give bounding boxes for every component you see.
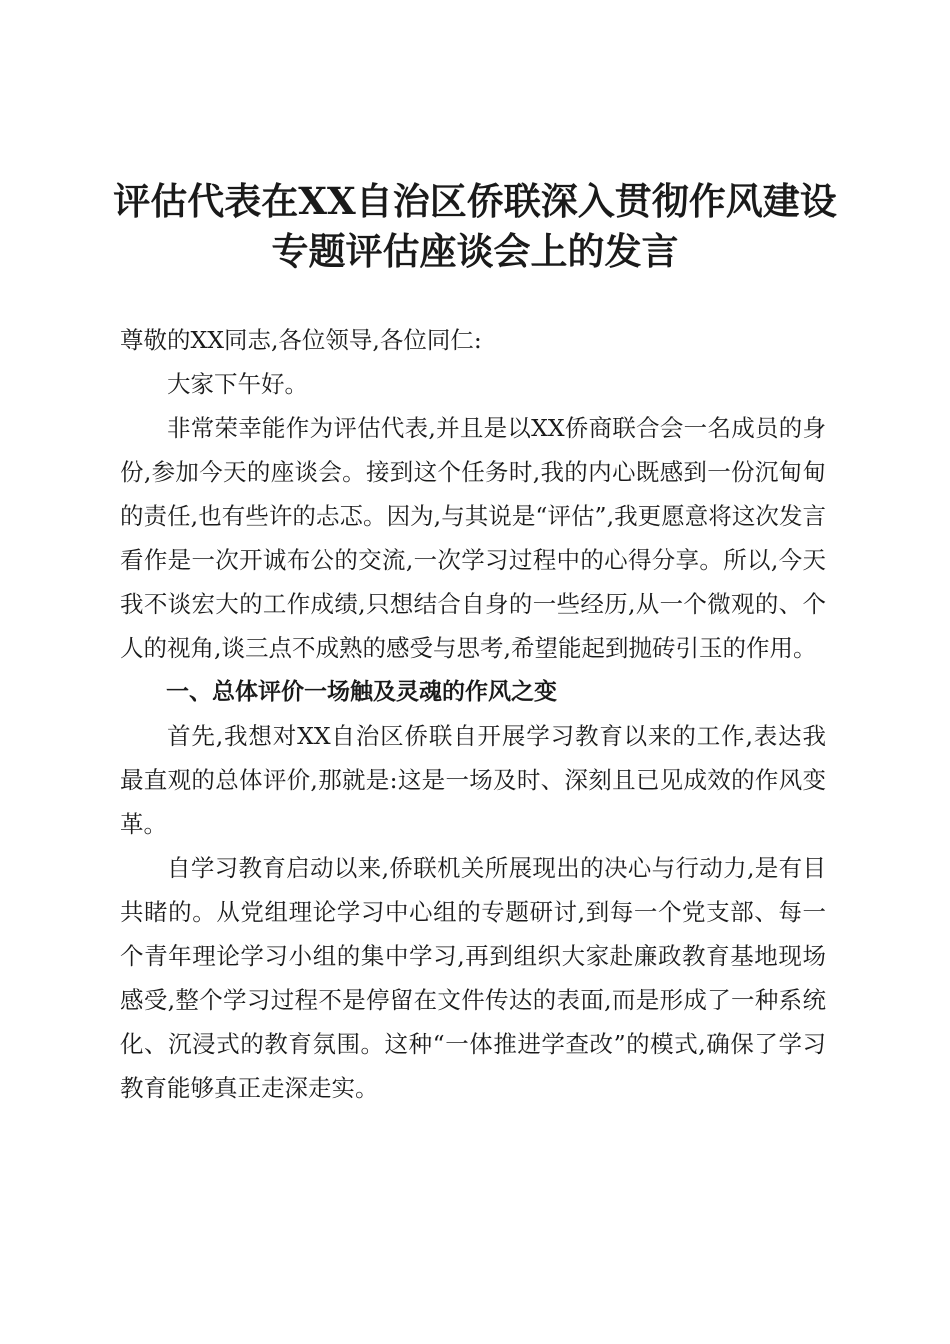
- page-title: [100, 176, 850, 276]
- greeting: 大家下午好。: [167, 370, 308, 398]
- document-body: [120, 318, 826, 1110]
- section-1-heading: 一、总体评价一场触及灵魂的作风之变: [166, 679, 557, 705]
- title-line-1: 评估代表在XX自治区侨联深入贯彻作风建设: [113, 179, 837, 223]
- section-1-paragraph-2: 自学习教育启动以来,侨联机关所展现出的决心与行动力,是有目共睹的。从党组理论学习中心组的专题研讨,到每一个党支部、每一个青年理论学习小组的集中学习,再到组织大家赴廉政教育基地现场感受,整个学习过程不是停留在文件传达的表面,而是形成了一种系统化、沉浸式的教育氛围。这种“一体推进学查改”的模式,确保了学习教育能够真正走深走实。: [120, 854, 826, 1102]
- intro-paragraph: 非常荣幸能作为评估代表,并且是以XX侨商联合会一名成员的身份,参加今天的座谈会。接到这个任务时,我的内心既感到一份沉甸甸的责任,也有些许的忐忑。因为,与其说是“评估”,我更愿意将这次发言看作是一次开诚布公的交流,一次学习过程中的心得分享。所以,今天我不谈宏大的工作成绩,只想结合自身的一些经历,从一个微观的、个人的视角,谈三点不成熟的感受与思考,希望能起到抛砖引玉的作用。: [120, 414, 826, 662]
- title-line-2: 专题评估座谈会上的发言: [271, 229, 679, 273]
- section-1-paragraph-1: 首先,我想对XX自治区侨联自开展学习教育以来的工作,表达我最直观的总体评价,那就是:这是一场及时、深刻且已见成效的作风变革。: [120, 722, 826, 838]
- salutation: 尊敬的XX同志,各位领导,各位同仁:: [120, 326, 482, 354]
